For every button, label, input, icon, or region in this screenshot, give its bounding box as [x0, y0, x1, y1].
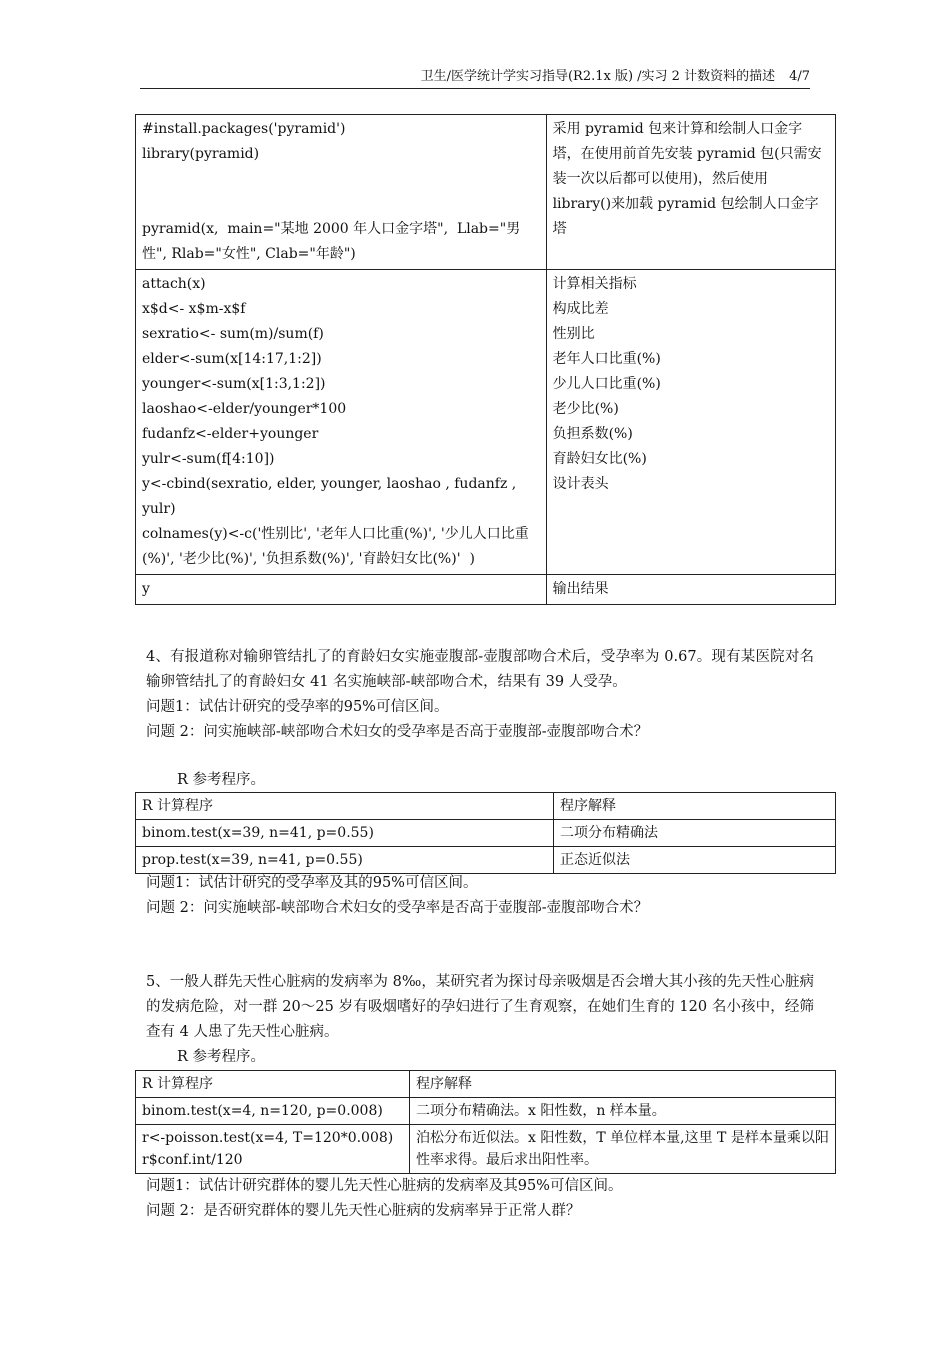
note-line: 性别比 — [552, 326, 595, 342]
question-5-ref-label: R 参考程序。 — [177, 1049, 266, 1065]
note-line: 少儿人口比重(%) — [552, 376, 661, 392]
question-5-block — [146, 970, 814, 1045]
table-row — [136, 847, 836, 874]
header-title: 卫生/医学统计学实习指导(R2.1x 版) /实习 2 计数资料的描述 — [420, 69, 776, 84]
code-line: binom.test(x=4, n=120, p=0.008) — [142, 1103, 383, 1119]
code-cell — [136, 270, 547, 575]
code-line: sexratio<- sum(m)/sum(f) — [142, 326, 324, 342]
code-cell: prop.test(x=39, n=41, p=0.55) — [136, 847, 554, 874]
note-cell: 正态近似法 — [554, 847, 836, 874]
column-header: 程序解释 — [554, 793, 836, 820]
code-cell — [136, 1098, 410, 1125]
code-line: y — [142, 581, 150, 597]
table-row — [136, 115, 836, 270]
column-header: 程序解释 — [410, 1071, 836, 1098]
note-cell: 二项分布精确法。x 阳性数，n 样本量。 — [410, 1098, 836, 1125]
code-line: younger<-sum(x[1:3,1:2]) — [142, 376, 326, 392]
column-header: R 计算程序 — [136, 793, 554, 820]
code-cell — [136, 1125, 410, 1174]
question-4-intro: 4、有报道称对输卵管结扎了的育龄妇女实施壶腹部-壶腹部吻合术后，受孕率为 0.67。现有某医院对名输卵管结扎了的育龄妇女 41 名实施峡部-峡部吻合术，结果有 39 人受孕。 — [146, 649, 814, 690]
code-line: y<-cbind(sexratio, elder, younger, laoshao , fudanfz , yulr) — [142, 476, 521, 517]
code-line: r<-poisson.test(x=4, T=120*0.008) — [142, 1130, 394, 1146]
page-number: 4/7 — [789, 69, 810, 84]
note-line: 负担系数(%) — [552, 426, 633, 442]
code-line: library(pyramid) — [142, 146, 260, 162]
note-cell: 泊松分布近似法。x 阳性数，T 单位样本量,这里 T 是样本量乘以阳性率求得。最后求出阳性率。 — [410, 1125, 836, 1174]
note-cell — [546, 270, 835, 575]
note-line: 采用 pyramid 包来计算和绘制人口金字塔，在使用前首先安装 pyramid 包(只需安装一次以后都可以使用)，然后使用 library()来加载 pyramid 包绘制人口金字塔 — [552, 121, 822, 237]
note-cell — [546, 115, 835, 270]
page-header — [140, 68, 810, 89]
code-table-pyramid — [135, 114, 836, 605]
code-cell: binom.test(x=39, n=41, p=0.55) — [136, 820, 554, 847]
column-header: R 计算程序 — [136, 1071, 410, 1098]
code-line: x$d<- x$m-x$f — [142, 301, 246, 317]
table-row — [136, 820, 836, 847]
code-line: attach(x) — [142, 276, 206, 292]
code-line: #install.packages('pyramid') — [142, 121, 346, 137]
question-4-q1: 问题1：试估计研究的受孕率的95%可信区间。 — [146, 699, 449, 715]
blank-line — [142, 167, 540, 192]
question-4-followup — [146, 871, 814, 921]
question-5-followup — [146, 1174, 814, 1224]
note-line: 构成比差 — [552, 301, 609, 317]
code-line: colnames(y)<-c('性别比', '老年人口比重(%)', '少儿人口比重(%)', '老少比(%)', '负担系数(%)', '育龄妇女比(%)' ) — [142, 526, 529, 567]
note-cell — [546, 575, 835, 605]
question-4-block — [146, 645, 814, 745]
question-4-after-q2: 问题 2：问实施峡部-峡部吻合术妇女的受孕率是否高于壶腹部-壶腹部吻合术？ — [146, 900, 649, 916]
code-line: elder<-sum(x[14:17,1:2]) — [142, 351, 322, 367]
question-5-q2: 问题 2：是否研究群体的婴儿先天性心脏病的发病率异于正常人群？ — [146, 1203, 581, 1219]
table-row — [136, 1098, 836, 1125]
note-line: 输出结果 — [552, 581, 609, 597]
question-4-after-q1: 问题1：试估计研究的受孕率及其的95%可信区间。 — [146, 875, 478, 891]
code-cell — [136, 115, 547, 270]
code-table-q4 — [135, 792, 836, 874]
question-4-q2: 问题 2：问实施峡部-峡部吻合术妇女的受孕率是否高于壶腹部-壶腹部吻合术？ — [146, 724, 649, 740]
code-line: r$conf.int/120 — [142, 1152, 243, 1168]
note-line: 设计表头 — [552, 476, 609, 492]
note-line: 老年人口比重(%) — [552, 351, 661, 367]
table-header-row — [136, 793, 836, 820]
blank-line — [142, 192, 540, 217]
code-line: laoshao<-elder/younger*100 — [142, 401, 347, 417]
question-5-q1: 问题1：试估计研究群体的婴儿先天性心脏病的发病率及其95%可信区间。 — [146, 1178, 623, 1194]
table-header-row — [136, 1071, 836, 1098]
question-5-intro: 5、一般人群先天性心脏病的发病率为 8‰，某研究者为探讨母亲吸烟是否会增大其小孩的先天性心脏病的发病危险，对一群 20～25 岁有吸烟嗜好的孕妇进行了生育观察，在她们生育的 120 名小孩中，经筛查有 4 人患了先天性心脏病。 — [146, 974, 814, 1040]
code-line: yulr<-sum(f[4:10]) — [142, 451, 275, 467]
code-table-q5 — [135, 1070, 836, 1174]
code-line: fudanfz<-elder+younger — [142, 426, 319, 442]
note-line: 计算相关指标 — [552, 276, 637, 292]
note-cell: 二项分布精确法 — [554, 820, 836, 847]
question-4-ref-label: R 参考程序。 — [177, 772, 266, 788]
table-row — [136, 1125, 836, 1174]
table-row — [136, 270, 836, 575]
note-line: 老少比(%) — [552, 401, 619, 417]
note-line: 育龄妇女比(%) — [552, 451, 647, 467]
table-row — [136, 575, 836, 605]
code-line: pyramid(x, main="某地 2000 年人口金字塔", Llab="男性", Rlab="女性", Clab="年龄") — [142, 221, 521, 262]
code-cell — [136, 575, 547, 605]
